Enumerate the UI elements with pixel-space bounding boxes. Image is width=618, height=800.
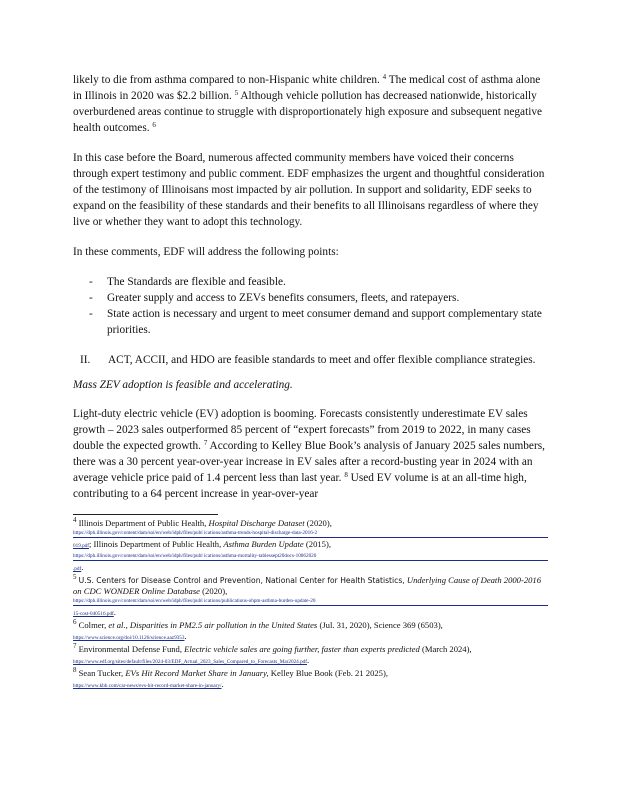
footnote-link[interactable]: https://www.edf.org/sites/default/files/2024-03/EDF_Actual_2023_Sales_Compared_to_Forecasts_Mar2024.pdf	[73, 659, 307, 665]
footnote-text: Sean Tucker,	[78, 668, 124, 678]
footnote-link[interactable]: https://dph.illinois.gov/content/dam/soi/en/web/idph/files/publ ications/asthma-mortality-tablessept20docs-10062020	[73, 552, 548, 561]
list-item	[89, 290, 548, 306]
footnote-text: (2015),	[305, 539, 331, 549]
footnote-ref-6[interactable]: 6	[152, 121, 156, 129]
footnote-link[interactable]: https://www.kbb.com/car-news/evs-hit-record-market-share-in-january/	[73, 683, 222, 689]
footnote-7	[73, 644, 548, 668]
footnote-number: 7	[73, 642, 77, 650]
footnote-number: 8	[73, 666, 77, 674]
list-item	[89, 306, 548, 338]
footnote-ref-5[interactable]: 5	[234, 89, 239, 97]
paragraph-ev-adoption	[73, 406, 548, 502]
footnote-8	[73, 668, 548, 692]
footnote-text: U.S. Centers for Disease Control and Prevention, National Center for Health Statistics,	[78, 576, 405, 585]
footnote-text: Illinois Department of Public Health,	[78, 518, 207, 528]
footnote-separator	[73, 514, 218, 515]
footnote-ref-4[interactable]: 4	[382, 73, 387, 81]
text-run: likely to die from asthma compared to non-Hispanic white children.	[73, 74, 380, 86]
paragraph-asthma-cost	[73, 72, 548, 136]
text-run: The medical cost of asthma alone in Illinois in 2020 was $2.2 billion.	[73, 74, 541, 102]
list-item-text: The Standards are flexible and feasible.	[107, 276, 286, 288]
section-heading	[73, 352, 548, 368]
footnote-title: Underlying Cause of Death 2000-2016 on CDC WONDER Online Database	[73, 575, 542, 596]
footnote-link[interactable]: https://dph.illinois.gov/content/dam/soi/en/web/idph/files/publ ications/asthma-trends-hospital-discharge-data-2016-2	[73, 529, 548, 538]
text-run: Light-duty electric vehicle (EV) adoption is booming. Forecasts consistently underestimate EV sales growth – 2023 sales outperformed 85 percent of “expert forecasts” from 2019 to 2022, in many cases double the expected growth.	[73, 408, 531, 452]
subheading: Mass ZEV adoption is feasible and accelerating.	[73, 379, 293, 391]
footnote-text: .	[306, 655, 310, 665]
footnote-text: Kelley Blue Book (Feb. 21 2025),	[270, 668, 388, 678]
footnote-title: Hospital Discharge Dataset	[208, 518, 305, 528]
footnote-link[interactable]: 15-cost-040516.pdf	[73, 611, 114, 617]
footnote-title: Asthma Burden Update	[223, 539, 304, 549]
list-item-text: State action is necessary and urgent to meet consumer demand and support complementary state priorities.	[107, 308, 542, 336]
bullet-dash: -	[89, 276, 93, 288]
footnote-4	[73, 518, 548, 575]
footnote-link[interactable]: 019.pdf	[73, 543, 89, 549]
section-number: II.	[80, 354, 91, 366]
footnote-text: .	[184, 631, 187, 641]
footnote-text: .	[221, 679, 224, 689]
bullet-dash: -	[89, 292, 93, 304]
text-run: Although vehicle pollution has decreased nationwide, historically overburdened areas continue to struggle with disproportionately high exposure and subsequent negative health outcomes.	[73, 90, 543, 134]
footnote-link[interactable]: https://www.science.org/doi/10.1126/science.aaz9353	[73, 635, 185, 641]
text-run: Used EV volume is at an all-time high, contributing to a 64 percent increase in year-over-year	[73, 472, 527, 500]
footnote-text: (2020),	[306, 518, 332, 528]
footnote-number: 6	[73, 618, 77, 626]
footnote-title: et al., Disparities in PM2.5 air pollution in the United States	[108, 620, 318, 630]
footnote-text: .	[81, 562, 84, 572]
list-item-text: Greater supply and access to ZEVs benefits consumers, fleets, and ratepayers.	[107, 292, 460, 304]
footnote-text: (March 2024),	[421, 644, 472, 654]
footnote-link[interactable]: https://dph.illinois.gov/content/dam/soi/en/web/idph/files/publ ications/publications-ohpm-asthma-burden-update-20	[73, 597, 548, 606]
text-run: According to Kelley Blue Book’s analysis of January 2025 sales numbers, there was a 30 percent year-over-year increase in EV sales after a record-busting year in 2024 with an average vehicle price paid of 1.4 percent less than last year.	[73, 440, 545, 484]
points-list	[89, 274, 548, 338]
footnote-title: Electric vehicle sales are going further, faster than experts predicted	[184, 644, 420, 654]
footnote-ref-8[interactable]: 8	[344, 471, 348, 479]
footnote-number: 4	[73, 516, 77, 524]
section-title: ACT, ACCII, and HDO are feasible standards to meet and offer flexible compliance strategies.	[108, 354, 536, 366]
footnote-text: (2020),	[202, 586, 228, 596]
list-item	[89, 274, 548, 290]
footnote-number: 5	[73, 573, 77, 581]
paragraph-board-case: In this case before the Board, numerous affected community members have voiced their concerns through expert testimony and public comment. EDF emphasizes the urgent and thoughtful consideration of the testimony of Illinoisans most impacted by air pollution. In support and solidarity, EDF seeks to expand on the feasibility of these standards and their benefits to all Illinoisans regardless of where they live or whether they want to adopt this technology.	[73, 152, 545, 228]
footnote-text: Colmer,	[78, 620, 107, 630]
footnote-text: ; Illinois Department of Public Health,	[89, 539, 222, 549]
footnote-link[interactable]: .pdf	[73, 566, 82, 572]
footnote-5	[73, 575, 548, 620]
footnote-ref-7[interactable]: 7	[203, 439, 208, 447]
footnote-text: Environmental Defense Fund,	[78, 644, 182, 654]
footnote-text: (Jul. 31, 2020), Science 369 (6503),	[319, 620, 443, 630]
footnote-6	[73, 620, 548, 644]
bullet-dash: -	[89, 308, 93, 320]
footnote-text: .	[113, 607, 116, 617]
paragraph-points-intro: In these comments, EDF will address the following points:	[73, 246, 339, 258]
footnote-title: EVs Hit Record Market Share in January,	[125, 668, 269, 678]
